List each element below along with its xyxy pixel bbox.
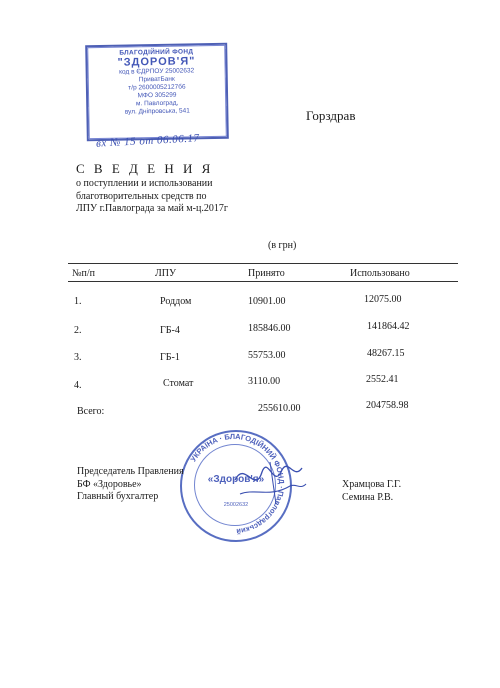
signer-org: БФ «Здоровье» <box>77 478 142 490</box>
total-received: 255610.00 <box>258 403 301 414</box>
column-header-received: Принято <box>248 268 285 279</box>
signer-title: Главный бухгалтер <box>77 491 159 502</box>
stamp-line: т/р 26000052127б6 <box>128 83 186 92</box>
stamp-line: ПриватБанк <box>138 75 175 84</box>
handwritten-registration: вх № 15 от 06.06.17 <box>95 132 200 150</box>
stamp-line: код в ЄДРПОУ 25002632 <box>119 67 195 76</box>
column-header-lpu: ЛПУ <box>155 268 177 279</box>
row-number: 3. <box>74 352 82 363</box>
row-received: 55753.00 <box>248 350 286 361</box>
stamp-line: м. Павлоград, <box>135 99 179 108</box>
row-received: 185846.00 <box>248 323 291 334</box>
document-title: С В Е Д Е Н И Я <box>76 161 214 176</box>
total-label: Всего: <box>77 406 105 417</box>
row-used: 48267.15 <box>367 348 405 359</box>
document-subtitle <box>76 178 228 216</box>
column-header-number: №п/п <box>72 268 96 279</box>
signer-names <box>342 479 401 504</box>
stamp-line: БЛАГОДІЙНИЙ ФОНД <box>119 48 194 57</box>
stamp-line: "ЗДОРОВ'Я" <box>117 55 196 69</box>
seal-center-text: «Здоров'я» <box>207 474 265 485</box>
currency-unit: (в грн) <box>268 240 297 251</box>
row-number: 4. <box>74 380 82 391</box>
svg-text:УКРАЇНА · БЛАГОДІЙНИЙ ФОНД · П: УКРАЇНА · БЛАГОДІЙНИЙ ФОНД · Павлоградський <box>188 431 287 536</box>
signature-scribble <box>230 450 310 510</box>
stamp-line: МФО 305299 <box>137 91 177 100</box>
row-number: 2. <box>74 325 82 336</box>
row-used: 12075.00 <box>364 294 402 305</box>
subtitle-line: ЛПУ г.Павлограда за май м-ц.2017г <box>76 203 228 214</box>
row-lpu: Стомат <box>163 378 194 389</box>
row-lpu: ГБ-4 <box>160 325 180 336</box>
table-top-rule <box>68 263 458 264</box>
row-lpu: Роддом <box>160 296 192 307</box>
row-lpu: ГБ-1 <box>160 352 180 363</box>
table-header-rule <box>68 281 458 282</box>
total-used: 204758.98 <box>366 400 409 411</box>
column-header-used: Использовано <box>350 268 410 279</box>
row-number: 1. <box>74 296 82 307</box>
row-received: 10901.00 <box>248 296 286 307</box>
row-received: 3110.00 <box>248 376 281 387</box>
subtitle-line: о поступлении и использовании <box>76 178 213 189</box>
signers-block <box>77 466 184 504</box>
organization-stamp <box>85 43 229 141</box>
signer-name: Семина Р.В. <box>342 491 394 503</box>
seal-code: 25002632 <box>223 502 249 508</box>
recipient: Горздрав <box>306 108 356 123</box>
signer-title: Председатель Правления <box>77 466 184 477</box>
stamp-line: вул. Дніпровська, 541 <box>124 107 190 116</box>
signer-name: Храмцова Г.Г. <box>342 479 402 490</box>
row-used: 141864.42 <box>367 321 410 332</box>
row-used: 2552.41 <box>366 374 399 385</box>
subtitle-line: благотворительных средств по <box>76 190 207 202</box>
